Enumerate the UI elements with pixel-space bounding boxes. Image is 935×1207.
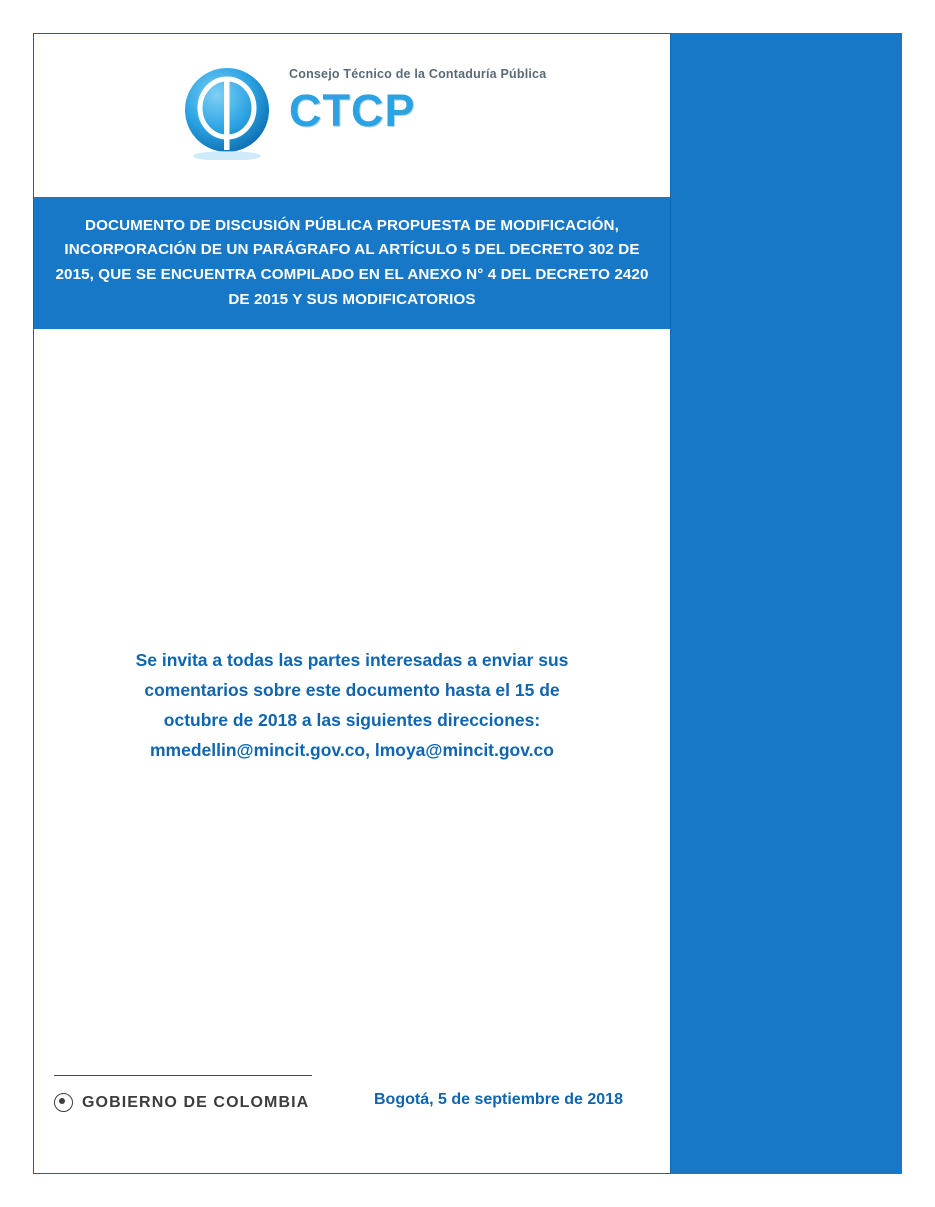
page-background <box>33 33 902 1174</box>
invitation-emails: mmedellin@mincit.gov.co, lmoya@mincit.gov.co <box>150 740 554 761</box>
logo-lockup <box>179 61 619 176</box>
place-and-date: Bogotá, 5 de septiembre de 2018 <box>374 1091 623 1108</box>
government-branding <box>54 1093 309 1112</box>
document-body <box>34 329 670 1173</box>
footer-divider <box>54 1075 312 1076</box>
colombia-seal-icon <box>54 1093 73 1112</box>
logo-wordmark <box>289 61 619 137</box>
document-cover-panel <box>33 33 671 1174</box>
logo-acronym: CTCP <box>289 85 416 136</box>
government-label: GOBIERNO DE COLOMBIA <box>82 1093 310 1111</box>
invitation-block <box>74 645 630 765</box>
document-title: DOCUMENTO DE DISCUSIÓN PÚBLICA PROPUESTA DE MODIFICACIÓN, INCORPORACIÓN DE UN PARÁGRAFO AL ARTÍCULO 5 DEL DECRETO 302 DE 2015, QUE SE ENCUENTRA COMPILADO EN EL ANEXO N° 4 DEL DECRETO 2420 DE 2015 Y SUS MODIFICATORIOS <box>55 216 649 308</box>
invitation-line-3: octubre de 2018 a las siguientes direcciones: <box>163 710 541 731</box>
invitation-line-1: Se invita a todas las partes interesadas a enviar sus <box>135 650 569 670</box>
invitation-line-2: comentarios sobre este documento hasta el 15 de <box>144 680 560 701</box>
logo-organization-line: Consejo Técnico de la Contaduría Pública <box>289 67 547 81</box>
document-footer <box>34 1053 670 1173</box>
ctcp-circle-logo-icon <box>179 64 275 160</box>
logo-header <box>34 34 670 197</box>
title-band <box>34 197 670 329</box>
